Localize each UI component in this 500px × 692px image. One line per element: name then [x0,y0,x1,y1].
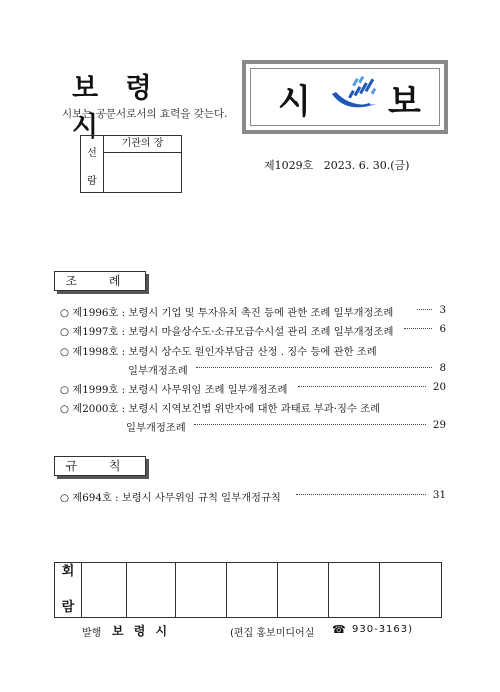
section-title-ordinances: 조 례 [54,271,146,291]
leader-dots [404,328,432,329]
review-cell [380,563,442,618]
review-table [54,562,442,618]
approval-label-top: 선 [87,148,97,159]
toc-entry-continuation[interactable] [60,419,446,433]
issue-info [264,157,409,173]
toc-entry-text: ○ 제1996호 : 보령시 기업 및 투자유치 촉진 등에 관한 조례 일부개정조례 [60,307,394,319]
legal-note: 시보는 공문서로서의 효력을 갖는다. [62,108,228,120]
toc-page-number: 20 [432,381,446,393]
toc-entry-text: ○ 제1999호 : 보령시 사무위임 조례 일부개정조례 [60,384,288,396]
city-logo-icon [326,74,382,118]
toc-page-number: 8 [439,362,446,374]
leader-dots [296,494,426,495]
approval-box-side [81,136,104,192]
leader-dots [194,424,426,425]
editorial-office: (편집 홍보미디어실 [230,628,315,639]
toc-entry[interactable] [60,323,446,337]
approval-label-bottom: 람 [87,176,97,187]
issue-date: 2023. 6. 30.(금) [323,159,410,172]
review-cell [176,563,227,618]
review-cell [329,563,380,618]
toc-page-number: 31 [432,489,446,501]
leader-dots [196,367,432,368]
toc-entry-continuation[interactable] [60,362,446,376]
toc-entry-text: 일부개정조례 [126,422,186,434]
leader-dots [298,386,426,387]
section-title-rules: 규 칙 [54,456,146,476]
toc-entry-text: 일부개정조례 [128,365,188,377]
masthead [242,60,448,134]
toc-page-number: 6 [439,323,446,335]
review-cell [227,563,278,618]
toc-page-number: 29 [432,419,446,431]
review-label: 회 람 [55,563,82,618]
toc-entry[interactable] [60,400,446,414]
masthead-char-2: 보 [388,82,421,122]
phone-number: 930-3163) [352,624,414,635]
review-cell [278,563,329,618]
leader-dots [417,309,432,310]
toc-entry[interactable] [60,489,446,503]
toc-entry-text: ○ 제2000호 : 보령시 지역보건법 위반자에 대한 과태료 부과·징수 조례 [60,403,381,415]
publisher-name: 보 령 시 [112,624,171,638]
toc-entry[interactable] [60,381,446,395]
toc-entry-text: ○ 제1998호 : 보령시 상수도 원인자부담금 산정 . 징수 등에 관한 조례 [60,346,377,358]
issue-number: 제1029호 [264,159,314,172]
toc-entry[interactable] [60,343,446,357]
toc-entry-text: ○ 제694호 : 보령시 사무위임 규칙 일부개정규칙 [60,492,281,504]
toc-entry-text: ○ 제1997호 : 보령시 마을상수도·소규모급수시설 관리 조례 일부개정조례 [60,326,394,338]
publisher-label: 발행 [82,628,102,639]
city-title: 보 령 시 [72,73,161,143]
approval-box [80,135,182,193]
toc-entry[interactable] [60,304,446,318]
masthead-char-1: 시 [278,82,311,122]
phone-icon: ☎ [332,623,346,636]
review-cell [127,563,176,618]
toc-page-number: 3 [439,304,446,316]
approval-head: 기관의 장 [104,136,181,153]
review-cell [82,563,127,618]
